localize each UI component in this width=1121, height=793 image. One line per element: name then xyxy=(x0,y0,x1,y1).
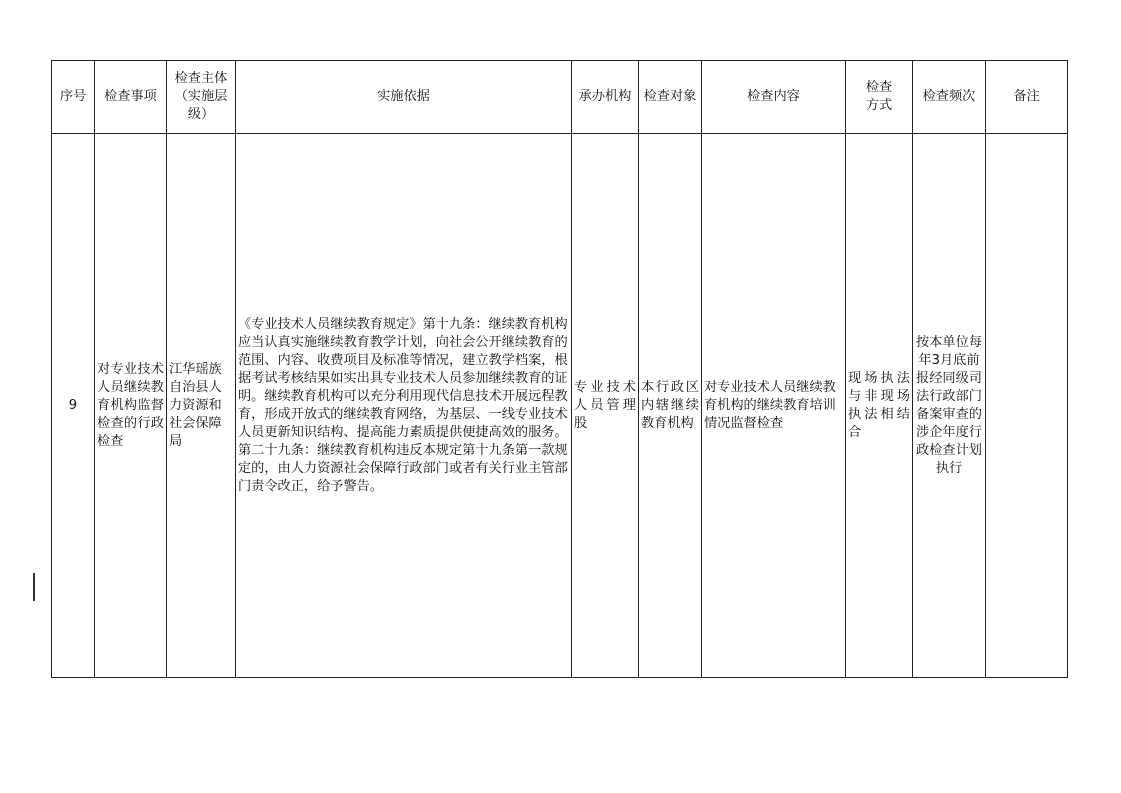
cell-basis: 《专业技术人员继续教育规定》第十九条：继续教育机构应当认真实施继续教育教学计划，向社会公开继续教育的范围、内容、收费项目及标准等情况，建立教学档案，根据考试考核结果如实出具专业技术人员参加继续教育的证明。继续教育机构可以充分利用现代信息技术开展远程教育，形成开放式的继续教育网络，为基层、一线专业技术人员更新知识结构、提高能力素质提供便捷高效的服务。 第二十九条：继续教育机构违反本规定第十九条第一款规定的，由人力资源社会保障行政部门或者有关行业主管部门责令改正，给予警告。 xyxy=(236,134,572,678)
header-target: 检查对象 xyxy=(639,61,702,134)
cell-content: 对专业技术人员继续教育机构的继续教育培训情况监督检查 xyxy=(702,134,846,678)
cell-remark xyxy=(986,134,1068,678)
cell-subject: 江华瑶族自治县人力资源和社会保障局 xyxy=(167,134,236,678)
header-subject: 检查主体 （实施层 级） xyxy=(167,61,236,134)
header-agency: 承办机构 xyxy=(572,61,639,134)
cell-agency: 专业技术人员管理股 xyxy=(572,134,639,678)
cell-target: 本行政区内辖继续教育机构 xyxy=(639,134,702,678)
cell-frequency: 按本单位每年3月底前报经同级司法行政部门备案审查的涉企年度行政检查计划执行 xyxy=(913,134,986,678)
table-row xyxy=(52,134,1068,678)
header-content: 检查内容 xyxy=(702,61,846,134)
scan-edge-mark xyxy=(33,573,35,601)
header-index: 序号 xyxy=(52,61,95,134)
header-method: 检查 方式 xyxy=(846,61,913,134)
cell-method: 现场执法与非现场执法相结合 xyxy=(846,134,913,678)
header-remark: 备注 xyxy=(986,61,1068,134)
cell-index: 9 xyxy=(52,134,95,678)
inspection-table xyxy=(51,60,1068,678)
cell-item: 对专业技术人员继续教育机构监督检查的行政检查 xyxy=(95,134,167,678)
table-header-row xyxy=(52,61,1068,134)
header-item: 检查事项 xyxy=(95,61,167,134)
header-frequency: 检查频次 xyxy=(913,61,986,134)
header-basis: 实施依据 xyxy=(236,61,572,134)
